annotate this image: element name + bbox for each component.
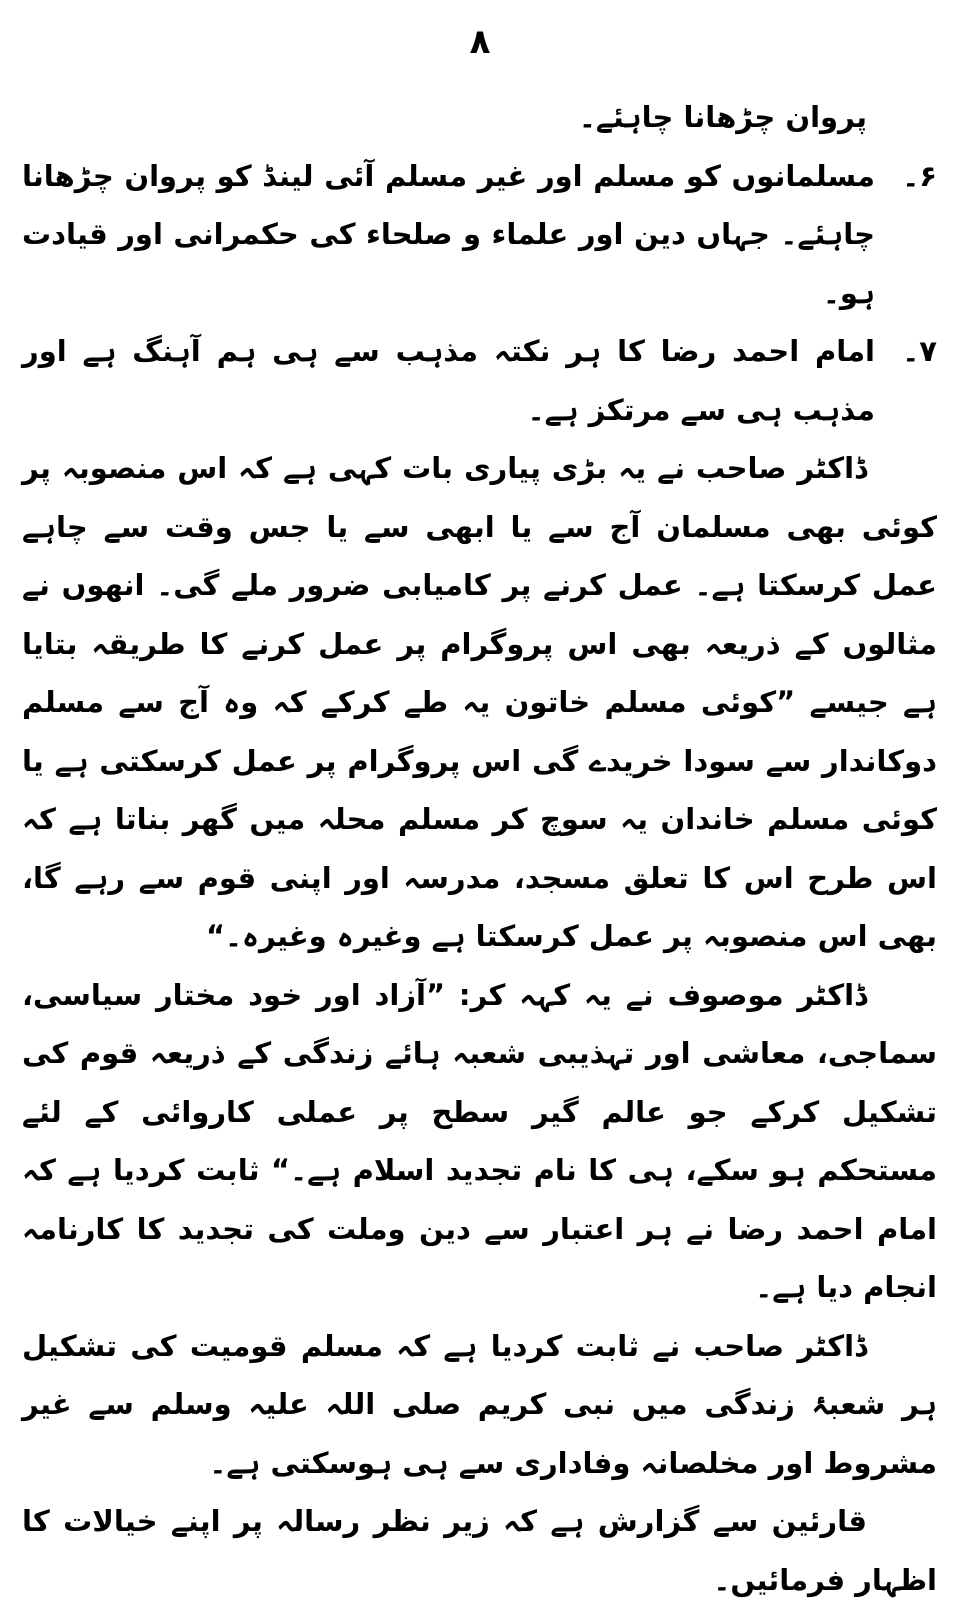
list-item-6	[22, 147, 937, 323]
list-item-text: مسلمانوں کو مسلم اور غیر مسلم آئی لینڈ کو پروان چڑھانا چاہئے۔ جہاں دین اور علماء و صلحاء کی حکمرانی اور قیادت ہو۔	[22, 158, 875, 310]
paragraph: ڈاکٹر صاحب نے یہ بڑی پیاری بات کہی ہے کہ اس منصوبہ پر کوئی بھی مسلمان آج سے یا ابھی سے یا جس وقت سے چاہے عمل کرسکتا ہے۔ عمل کرنے پر کامیابی ضرور ملے گی۔ انھوں نے مثالوں کے ذریعہ بھی اس پروگرام پر عمل کرنے کا طریقہ بتایا ہے جیسے ”کوئی مسلم خاتون یہ طے کرکے کہ وہ آج سے مسلم دوکاندار سے سودا خریدے گی اس پروگرام پر عمل کرسکتی ہے یا کوئی مسلم خاندان یہ سوچ کر مسلم محلہ میں گھر بناتا ہے کہ اس طرح اس کا تعلق مسجد، مدرسہ اور اپنی قوم سے رہے گا، بھی اس منصوبہ پر عمل کرسکتا ہے وغیرہ وغیرہ۔“	[22, 451, 937, 953]
page-number: ۸	[469, 22, 491, 62]
list-number: ۷۔	[902, 334, 937, 368]
paragraph: قارئین سے گزارش ہے کہ زیر نظر رسالہ پر اپنے خیالات کا اظہار فرمائیں۔	[22, 1504, 937, 1597]
list-number: ۶۔	[902, 158, 937, 193]
list-item-7	[22, 322, 937, 439]
body-text	[22, 88, 937, 1609]
paragraph: ڈاکٹر موصوف نے یہ کہہ کر: ”آزاد اور خود مختار سیاسی، سماجی، معاشی اور تہذیبی شعبہ ہائے زندگی کے ذریعہ قوم کی تشکیل کرکے جو عالم گیر سطح پر عملی کاروائی کے لئے مستحکم ہو سکے، ہی کا نام تجدید اسلام ہے۔“ ثابت کردیا ہے کہ امام احمد رضا نے ہر اعتبار سے دین وملت کی تجدید کا کارنامہ انجام دیا ہے۔	[22, 977, 937, 1304]
paragraph: ڈاکٹر صاحب نے ثابت کردیا ہے کہ مسلم قومیت کی تشکیل ہر شعبۂ زندگی میں نبی کریم صلی اللہ علیہ وسلم سے غیر مشروط اور مخلصانہ وفاداری سے ہی ہوسکتی ہے۔	[22, 1328, 937, 1480]
list-item-text: امام احمد رضا کا ہر نکتہ مذہب سے ہی ہم آہنگ ہے اور مذہب ہی سے مرتکز ہے۔	[22, 334, 875, 427]
paragraph-continuation: پروان چڑھانا چاہئے۔	[578, 100, 867, 134]
